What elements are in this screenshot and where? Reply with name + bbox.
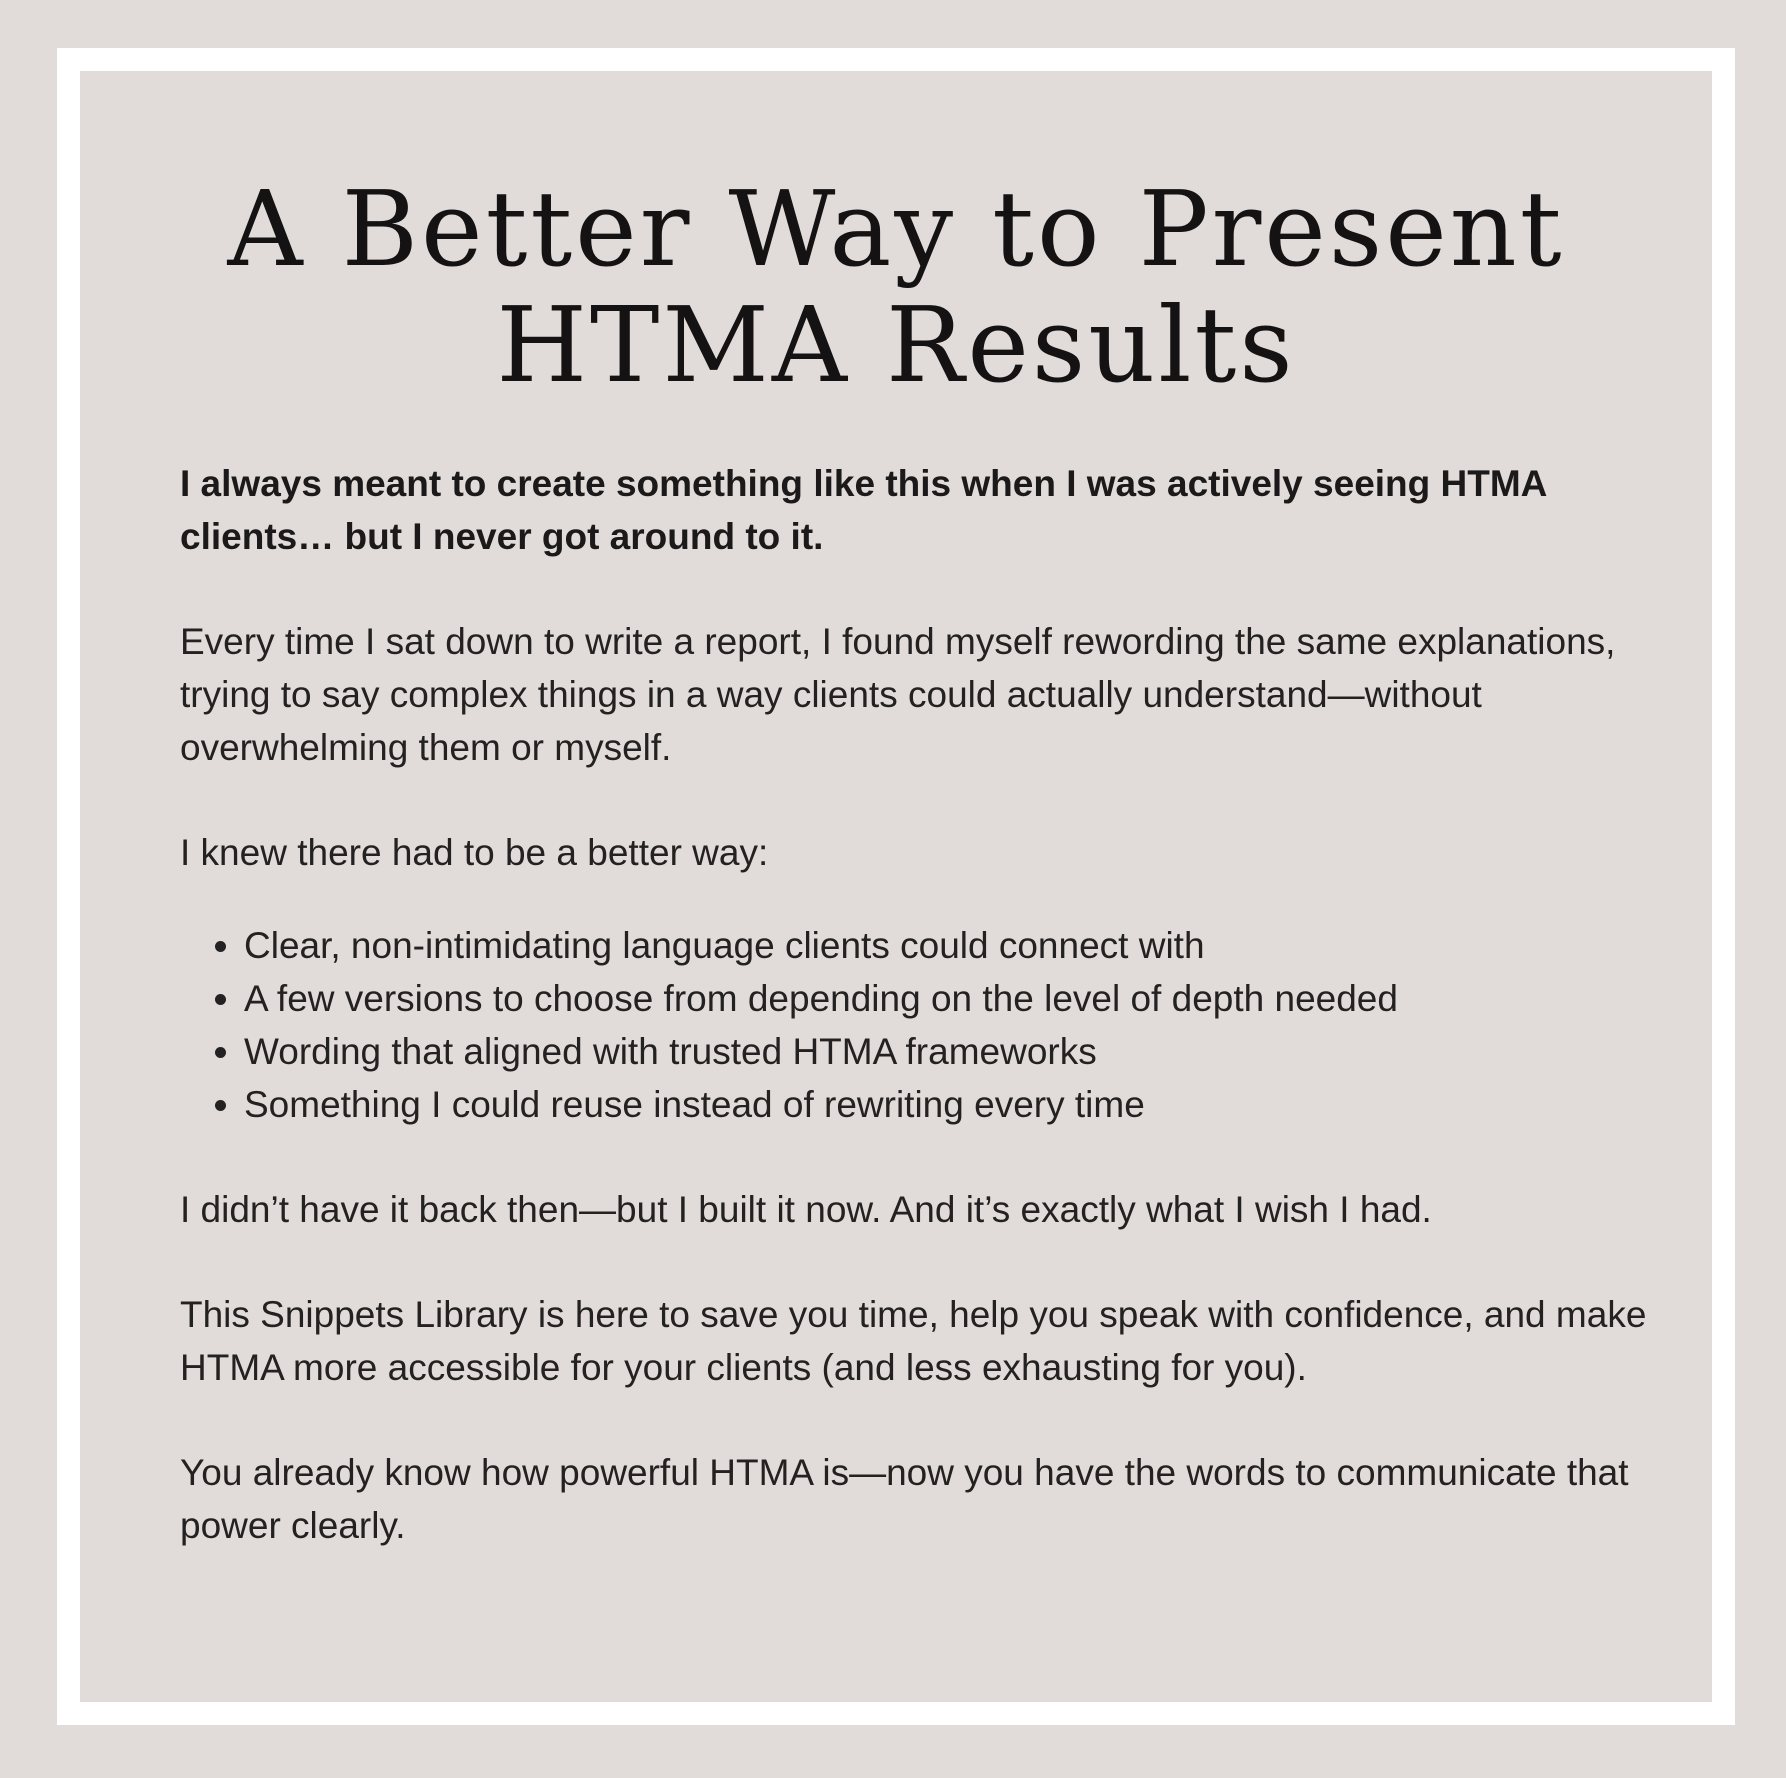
body-text [180, 457, 1710, 1604]
paragraph-report-writing: Every time I sat down to write a report, I found myself rewording the same explanations, trying to say complex things in a way clients could actually understand—without overwhelming them or myself. [180, 621, 1616, 768]
paragraph-better-way: I knew there had to be a better way: [180, 832, 769, 873]
white-frame [57, 48, 1735, 1725]
paragraph-built-now: I didn’t have it back then—but I built it now. And it’s exactly what I wish I had. [180, 1189, 1432, 1230]
list-item: • A few versions to choose from depending on the level of depth needed [244, 972, 1710, 1025]
list-item: • Clear, non-intimidating language clients could connect with [244, 919, 1710, 972]
title-line-2: HTMA Results [496, 284, 1296, 406]
benefits-list [180, 919, 1710, 1131]
list-item: • Wording that aligned with trusted HTMA frameworks [244, 1025, 1710, 1078]
paragraph-closing: You already know how powerful HTMA is—now you have the words to communicate that power clearly. [180, 1452, 1629, 1546]
content-panel [80, 71, 1712, 1702]
page-title [80, 168, 1712, 406]
list-item: • Something I could reuse instead of rewriting every time [244, 1078, 1710, 1131]
paragraph-snippets-library: This Snippets Library is here to save you time, help you speak with confidence, and make HTMA more accessible for your clients (and less exhausting for you). [180, 1294, 1647, 1388]
intro-paragraph: I always meant to create something like this when I was actively seeing HTMA clients… but I never got around to it. [180, 463, 1547, 557]
title-line-1: A Better Way to Present [227, 168, 1565, 290]
